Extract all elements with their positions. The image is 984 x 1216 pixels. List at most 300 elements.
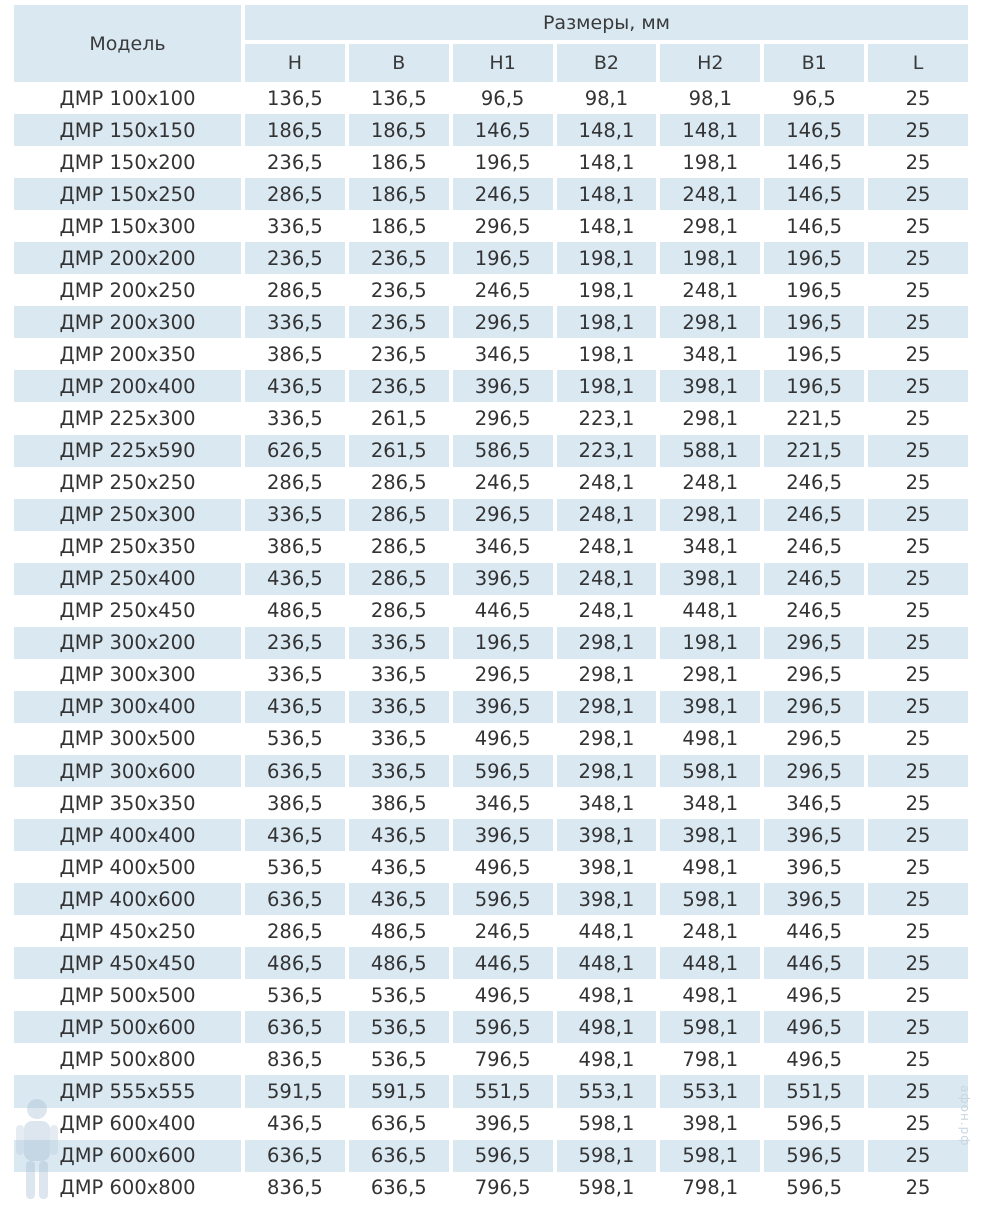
dimensions-table [10,5,972,1204]
cell-l: 25 [868,178,968,210]
cell-h1: 346,5 [474,791,531,815]
cell-l: 25 [905,919,931,943]
table-row [14,114,968,146]
cell-h2: 398,1 [660,819,760,851]
cell-model: ДМР 200х350 [59,342,196,366]
cell-b: 336,5 [349,755,449,787]
cell-b2: 553,1 [557,1075,657,1107]
cell-h: 286,5 [245,178,345,210]
cell-b1: 551,5 [764,1075,864,1107]
cell-l: 25 [905,599,931,623]
cell-b2: 348,1 [578,791,635,815]
table-row [14,851,968,883]
cell-l: 25 [905,983,931,1007]
header-col-b1: B1 [764,44,864,82]
cell-model: ДМР 300х500 [59,727,196,751]
cell-model: ДМР 300х600 [14,755,241,787]
cell-l: 25 [905,1112,931,1136]
cell-b1: 396,5 [764,819,864,851]
cell-b2: 248,1 [557,563,657,595]
cell-b1: 496,5 [764,1011,864,1043]
cell-h: 286,5 [267,471,323,495]
cell-b: 636,5 [349,1140,449,1172]
cell-h2: 448,1 [682,599,739,623]
cell-b2: 298,1 [578,727,635,751]
cell-l: 25 [905,535,931,559]
cell-b: 536,5 [349,1011,449,1043]
table-row [14,723,968,755]
cell-h2: 348,1 [682,342,739,366]
cell-h2: 198,1 [660,242,760,274]
cell-h: 636,5 [245,1011,345,1043]
cell-b: 336,5 [349,627,449,659]
table-row [14,274,968,306]
table-row [14,1011,968,1043]
cell-b: 186,5 [370,150,427,174]
cell-b: 286,5 [370,599,427,623]
cell-model: ДМР 250х350 [59,535,196,559]
cell-model: ДМР 150х150 [14,114,241,146]
cell-b: 336,5 [370,727,427,751]
cell-h2: 498,1 [682,983,739,1007]
cell-b: 186,5 [349,178,449,210]
table-row [14,306,968,338]
cell-h1: 596,5 [453,1011,553,1043]
table-row [14,1108,968,1140]
cell-b: 236,5 [349,306,449,338]
cell-b1: 196,5 [764,370,864,402]
cell-b1: 446,5 [764,947,864,979]
header-col-h2: H2 [660,44,760,82]
cell-h: 286,5 [267,278,323,302]
cell-b2: 198,1 [578,342,635,366]
header-col-b: B [349,44,449,82]
cell-l: 25 [868,691,968,723]
table-row [14,1172,968,1204]
cell-h: 636,5 [245,1140,345,1172]
cell-h: 536,5 [267,855,323,879]
cell-h1: 551,5 [453,1075,553,1107]
table-row [14,1043,968,1075]
table-row [14,146,968,178]
table-row [14,370,968,402]
cell-h: 386,5 [267,791,323,815]
cell-h2: 798,1 [682,1047,739,1071]
cell-b2: 448,1 [578,919,635,943]
cell-b1: 496,5 [786,983,843,1007]
cell-l: 25 [868,563,968,595]
cell-l: 25 [868,499,968,531]
table-row [14,467,968,499]
cell-l: 25 [905,86,931,110]
table-row [14,787,968,819]
cell-l: 25 [868,755,968,787]
cell-h2: 98,1 [688,86,732,110]
header-col-l: L [868,44,968,82]
cell-b1: 196,5 [764,306,864,338]
cell-h2: 448,1 [660,947,760,979]
table-row [14,691,968,723]
cell-l: 25 [868,627,968,659]
cell-b: 636,5 [370,1112,427,1136]
table-row [14,819,968,851]
cell-model: ДМР 450х450 [14,947,241,979]
table-header [14,5,968,82]
cell-l: 25 [868,1075,968,1107]
cell-b: 236,5 [349,370,449,402]
table-row [14,402,968,434]
cell-b2: 223,1 [578,406,635,430]
cell-model: ДМР 555х555 [14,1075,241,1107]
cell-h: 536,5 [267,727,323,751]
cell-l: 25 [905,342,931,366]
cell-l: 25 [868,883,968,915]
cell-h2: 298,1 [682,663,739,687]
cell-l: 25 [905,214,931,238]
cell-b1: 446,5 [786,919,843,943]
cell-l: 25 [868,819,968,851]
cell-b2: 398,1 [557,883,657,915]
table-row [14,435,968,467]
cell-model: ДМР 200х400 [14,370,241,402]
header-col-b2: B2 [557,44,657,82]
cell-b1: 221,5 [764,435,864,467]
cell-b2: 598,1 [578,1112,635,1136]
cell-h: 486,5 [245,947,345,979]
cell-b1: 396,5 [764,883,864,915]
cell-h2: 398,1 [682,1112,739,1136]
cell-h: 536,5 [267,983,323,1007]
cell-b: 436,5 [349,819,449,851]
header-col-h: H [245,44,345,82]
table-row [14,338,968,370]
cell-h1: 396,5 [474,1112,531,1136]
cell-h: 286,5 [267,919,323,943]
cell-b: 261,5 [349,435,449,467]
cell-h2: 248,1 [682,471,739,495]
cell-b2: 248,1 [578,599,635,623]
cell-b2: 598,1 [557,1140,657,1172]
cell-h: 336,5 [267,406,323,430]
cell-h: 236,5 [245,627,345,659]
cell-h2: 588,1 [660,435,760,467]
watermark: афон.рф [958,1085,972,1147]
cell-h2: 298,1 [660,499,760,531]
cell-b2: 223,1 [557,435,657,467]
cell-h2: 298,1 [682,406,739,430]
cell-b: 286,5 [370,535,427,559]
header-model: Модель [14,5,241,82]
cell-model: ДМР 150х300 [59,214,196,238]
cell-b1: 196,5 [764,242,864,274]
cell-b1: 596,5 [786,1112,843,1136]
table-row [14,210,968,242]
cell-h: 336,5 [267,214,323,238]
cell-h2: 598,1 [660,1140,760,1172]
cell-h2: 598,1 [660,883,760,915]
cell-l: 25 [868,242,968,274]
cell-h1: 196,5 [474,150,531,174]
cell-h2: 398,1 [660,563,760,595]
cell-model: ДМР 300х400 [14,691,241,723]
cell-model: ДМР 100х100 [59,86,196,110]
cell-b: 261,5 [370,406,427,430]
cell-model: ДМР 150х250 [14,178,241,210]
cell-h: 591,5 [245,1075,345,1107]
cell-b2: 148,1 [578,150,635,174]
header-col-h1: H1 [453,44,553,82]
cell-b: 336,5 [349,691,449,723]
cell-h1: 296,5 [474,663,531,687]
cell-b: 636,5 [370,1176,427,1200]
cell-model: ДМР 250х400 [14,563,241,595]
cell-l: 25 [868,306,968,338]
cell-b1: 296,5 [764,755,864,787]
cell-b: 186,5 [349,114,449,146]
cell-h: 836,5 [267,1047,323,1071]
cell-b1: 596,5 [786,1176,843,1200]
cell-h1: 396,5 [453,563,553,595]
cell-h1: 246,5 [474,278,531,302]
cell-b: 336,5 [370,663,427,687]
cell-b1: 146,5 [786,150,843,174]
cell-h: 436,5 [245,563,345,595]
cell-b1: 296,5 [786,727,843,751]
cell-h2: 248,1 [682,919,739,943]
table-row [14,1075,968,1107]
cell-b2: 398,1 [557,819,657,851]
cell-b2: 298,1 [557,755,657,787]
cell-b1: 246,5 [786,535,843,559]
cell-b: 186,5 [370,214,427,238]
cell-b: 386,5 [370,791,427,815]
cell-b2: 298,1 [557,627,657,659]
cell-b2: 498,1 [557,1011,657,1043]
cell-h1: 596,5 [453,755,553,787]
cell-b: 486,5 [370,919,427,943]
cell-h1: 246,5 [474,919,531,943]
cell-l: 25 [905,150,931,174]
cell-model: ДМР 300х200 [14,627,241,659]
cell-l: 25 [905,791,931,815]
cell-b2: 248,1 [578,471,635,495]
cell-h1: 796,5 [474,1176,531,1200]
cell-b: 436,5 [370,855,427,879]
cell-model: ДМР 500х600 [14,1011,241,1043]
cell-b2: 298,1 [578,663,635,687]
cell-h: 636,5 [245,883,345,915]
cell-b2: 98,1 [584,86,629,110]
cell-h1: 496,5 [474,983,531,1007]
table-row [14,242,968,274]
cell-h2: 398,1 [660,691,760,723]
cell-b1: 221,5 [786,406,843,430]
cell-b2: 148,1 [578,214,635,238]
cell-h2: 553,1 [660,1075,760,1107]
cell-l: 25 [868,1011,968,1043]
cell-h1: 96,5 [480,86,525,110]
table-row [14,499,968,531]
cell-h1: 296,5 [453,499,553,531]
cell-b: 236,5 [349,242,449,274]
cell-b2: 498,1 [578,983,635,1007]
cell-h1: 246,5 [474,471,531,495]
cell-h: 486,5 [267,599,323,623]
cell-h1: 146,5 [453,114,553,146]
cell-h1: 446,5 [474,599,531,623]
cell-h1: 396,5 [453,819,553,851]
cell-b2: 448,1 [557,947,657,979]
cell-b2: 298,1 [557,691,657,723]
cell-l: 25 [905,471,931,495]
cell-h1: 446,5 [453,947,553,979]
cell-h1: 596,5 [453,883,553,915]
cell-h2: 348,1 [682,535,739,559]
cell-model: ДМР 450х250 [59,919,196,943]
cell-h: 836,5 [267,1176,323,1200]
cell-h1: 396,5 [453,370,553,402]
table-row [14,1140,968,1172]
cell-l: 25 [905,1176,931,1200]
cell-l: 25 [905,855,931,879]
cell-model: ДМР 400х400 [14,819,241,851]
cell-h1: 296,5 [474,214,531,238]
cell-b1: 296,5 [764,627,864,659]
table-row [14,595,968,627]
cell-b: 286,5 [370,471,427,495]
cell-b1: 96,5 [792,86,836,110]
table-row [14,627,968,659]
cell-b2: 198,1 [557,306,657,338]
cell-h1: 246,5 [453,178,553,210]
cell-b2: 148,1 [557,178,657,210]
cell-h: 436,5 [245,691,345,723]
cell-h2: 598,1 [660,1011,760,1043]
cell-model: ДМР 225х300 [59,406,196,430]
cell-h2: 248,1 [682,278,739,302]
cell-model: ДМР 600х800 [59,1176,196,1200]
cell-model: ДМР 350х350 [59,791,196,815]
cell-h1: 796,5 [474,1047,531,1071]
cell-l: 25 [905,727,931,751]
cell-h1: 346,5 [474,535,531,559]
cell-b1: 146,5 [764,178,864,210]
table-row [14,755,968,787]
cell-l: 25 [905,1047,931,1071]
cell-b2: 198,1 [578,278,635,302]
table-row [14,979,968,1011]
cell-b: 286,5 [349,563,449,595]
cell-h2: 298,1 [682,214,739,238]
cell-h1: 596,5 [453,1140,553,1172]
cell-b1: 246,5 [786,471,843,495]
table-row [14,915,968,947]
cell-l: 25 [868,1140,968,1172]
cell-h1: 586,5 [453,435,553,467]
cell-model: ДМР 600х400 [59,1112,196,1136]
cell-model: ДМР 150х200 [59,150,196,174]
cell-b1: 396,5 [786,855,843,879]
cell-b1: 246,5 [764,499,864,531]
cell-h1: 196,5 [453,627,553,659]
cell-model: ДМР 400х500 [59,855,196,879]
table-row [14,883,968,915]
cell-h2: 298,1 [660,306,760,338]
table-row [14,82,968,114]
table-row [14,531,968,563]
table-row [14,659,968,691]
table-row [14,563,968,595]
cell-b: 136,5 [370,86,427,110]
cell-h: 236,5 [267,150,323,174]
cell-h2: 498,1 [682,855,739,879]
cell-model: ДМР 225х590 [14,435,241,467]
cell-h2: 398,1 [660,370,760,402]
cell-b: 286,5 [349,499,449,531]
cell-h2: 348,1 [682,791,739,815]
cell-model: ДМР 200х250 [59,278,196,302]
table-row [14,178,968,210]
cell-model: ДМР 250х250 [59,471,196,495]
cell-b2: 198,1 [557,370,657,402]
cell-h: 636,5 [245,755,345,787]
cell-b2: 498,1 [578,1047,635,1071]
cell-b: 236,5 [370,278,427,302]
mascot-figure-icon [10,1095,64,1205]
cell-b1: 196,5 [786,278,843,302]
cell-h2: 248,1 [660,178,760,210]
cell-h: 626,5 [245,435,345,467]
cell-b1: 346,5 [786,791,843,815]
table-body [14,82,968,1204]
cell-h: 186,5 [245,114,345,146]
cell-h2: 598,1 [660,755,760,787]
cell-l: 25 [905,406,931,430]
cell-l: 25 [868,114,968,146]
cell-b1: 196,5 [786,342,843,366]
cell-b1: 296,5 [786,663,843,687]
cell-h: 436,5 [267,1112,323,1136]
cell-h1: 196,5 [453,242,553,274]
cell-h: 136,5 [267,86,323,110]
cell-l: 25 [868,435,968,467]
cell-b1: 496,5 [786,1047,843,1071]
cell-b1: 296,5 [764,691,864,723]
cell-l: 25 [905,663,931,687]
cell-b2: 248,1 [578,535,635,559]
cell-b: 486,5 [349,947,449,979]
cell-b: 436,5 [349,883,449,915]
cell-b1: 596,5 [764,1140,864,1172]
cell-h1: 396,5 [453,691,553,723]
cell-b2: 398,1 [578,855,635,879]
cell-model: ДМР 200х300 [14,306,241,338]
cell-h1: 496,5 [474,727,531,751]
cell-b2: 198,1 [557,242,657,274]
cell-b1: 146,5 [786,214,843,238]
cell-model: ДМР 500х800 [59,1047,196,1071]
cell-b: 536,5 [370,983,427,1007]
cell-model: ДМР 250х450 [59,599,196,623]
cell-h: 336,5 [245,499,345,531]
cell-h2: 198,1 [682,150,739,174]
table-row [14,947,968,979]
cell-b1: 246,5 [764,563,864,595]
cell-h: 336,5 [267,663,323,687]
cell-h1: 346,5 [474,342,531,366]
cell-h1: 296,5 [453,306,553,338]
cell-model: ДМР 300х300 [59,663,196,687]
